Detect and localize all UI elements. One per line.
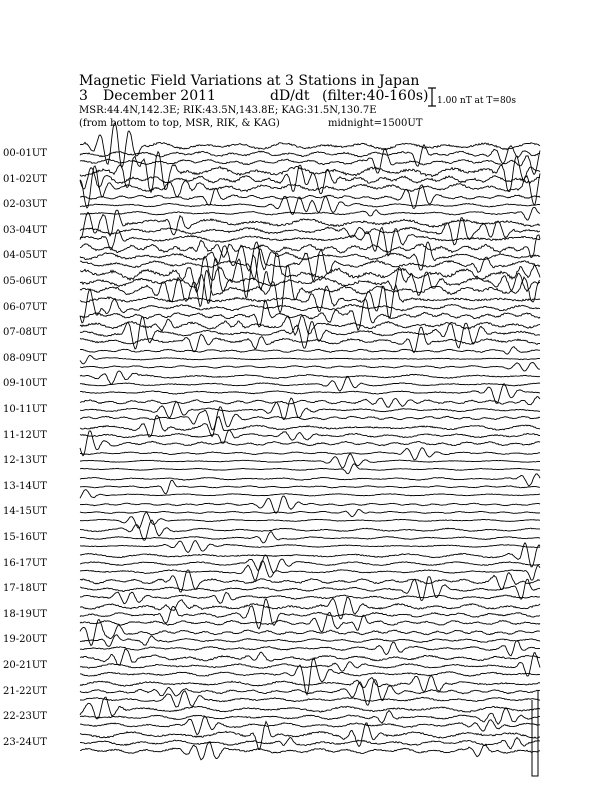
hour-label: 03-04UT	[3, 224, 47, 236]
trace-kag-08-09ut	[80, 347, 540, 354]
hour-label: 15-16UT	[3, 532, 47, 543]
hour-label: 23-24UT	[3, 736, 47, 748]
trace-msr-22-23ut	[80, 716, 540, 734]
hour-label: 11-12UT	[3, 429, 47, 441]
hour-label: 06-07UT	[3, 301, 47, 313]
stations-label: MSR:44.4N,142.3E; RIK:43.5N,143.8E; KAG:31.5N,130.7E	[79, 105, 377, 116]
hour-label: 00-01UT	[3, 148, 47, 159]
hour-label: 05-06UT	[3, 276, 47, 287]
trace-kag-06-07ut	[80, 285, 540, 318]
trace-rik-15-16ut	[80, 532, 540, 543]
hour-label: 07-08UT	[3, 327, 47, 339]
trace-msr-12-13ut	[80, 464, 540, 474]
trace-kag-12-13ut	[80, 448, 540, 460]
trace-rik-22-23ut	[80, 708, 540, 725]
hour-label: 18-19UT	[3, 608, 47, 620]
hour-label: 22-23UT	[3, 711, 47, 723]
scale-label: 1.00 nT at T=80s	[437, 96, 517, 106]
trace-kag-10-11ut	[80, 397, 540, 408]
trace-msr-18-19ut	[80, 612, 540, 632]
trace-rik-12-13ut	[80, 454, 540, 468]
hour-label: 08-09UT	[3, 352, 47, 364]
scale-bar	[428, 88, 436, 106]
trace-kag-13-14ut	[80, 474, 540, 486]
trace-msr-00-01ut	[80, 149, 540, 175]
trace-spike	[532, 690, 538, 776]
trace-rik-18-19ut	[80, 599, 540, 629]
hour-label: 20-21UT	[3, 660, 47, 671]
trace-kag-18-19ut	[80, 597, 540, 619]
trace-rik-19-20ut	[80, 635, 540, 647]
hour-label: 12-13UT	[3, 455, 47, 467]
trace-msr-17-18ut	[80, 592, 540, 604]
day-label: 3	[79, 88, 88, 104]
trace-rik-09-10ut	[80, 377, 540, 391]
trace-rik-13-14ut	[80, 480, 540, 494]
hour-label: 14-15UT	[3, 506, 47, 518]
hour-label: 09-10UT	[3, 378, 47, 390]
trace-kag-09-10ut	[80, 371, 540, 384]
trace-msr-04-05ut	[80, 249, 540, 281]
trace-msr-02-03ut	[80, 207, 540, 220]
trace-rik-23-24ut	[80, 738, 540, 749]
trace-msr-13-14ut	[80, 490, 540, 499]
trace-msr-15-16ut	[80, 541, 540, 553]
hour-label: 13-14UT	[3, 480, 47, 492]
trace-kag-20-21ut	[80, 649, 540, 665]
trace-kag-00-01ut	[80, 123, 540, 167]
trace-kag-14-15ut	[80, 496, 540, 513]
hour-label: 19-20UT	[3, 634, 47, 646]
station-order-note: (from bottom to top, MSR, RIK, & KAG)	[79, 118, 280, 129]
hour-label: 01-02UT	[3, 173, 47, 185]
hour-label: 04-05UT	[3, 250, 47, 262]
quantity-label: dD/dt	[270, 88, 310, 104]
trace-rik-08-09ut	[80, 355, 540, 364]
month-year-label: December 2011	[103, 88, 216, 104]
trace-msr-19-20ut	[80, 641, 540, 656]
chart-title: Magnetic Field Variations at 3 Stations in Japan	[79, 73, 420, 89]
trace-kag-03-04ut	[80, 210, 540, 240]
hour-label: 17-18UT	[3, 583, 47, 595]
hour-label: 10-11UT	[3, 404, 47, 415]
hour-label: 16-17UT	[3, 557, 47, 569]
filter-label: (filter:40-160s)	[322, 88, 429, 104]
trace-kag-01-02ut	[80, 152, 540, 193]
midnight-note: midnight=1500UT	[328, 118, 423, 129]
trace-msr-08-09ut	[80, 363, 540, 371]
hour-label: 21-22UT	[3, 685, 47, 697]
hour-label: 02-03UT	[3, 199, 47, 211]
trace-rik-16-17ut	[80, 555, 540, 573]
trace-msr-20-21ut	[80, 658, 540, 695]
